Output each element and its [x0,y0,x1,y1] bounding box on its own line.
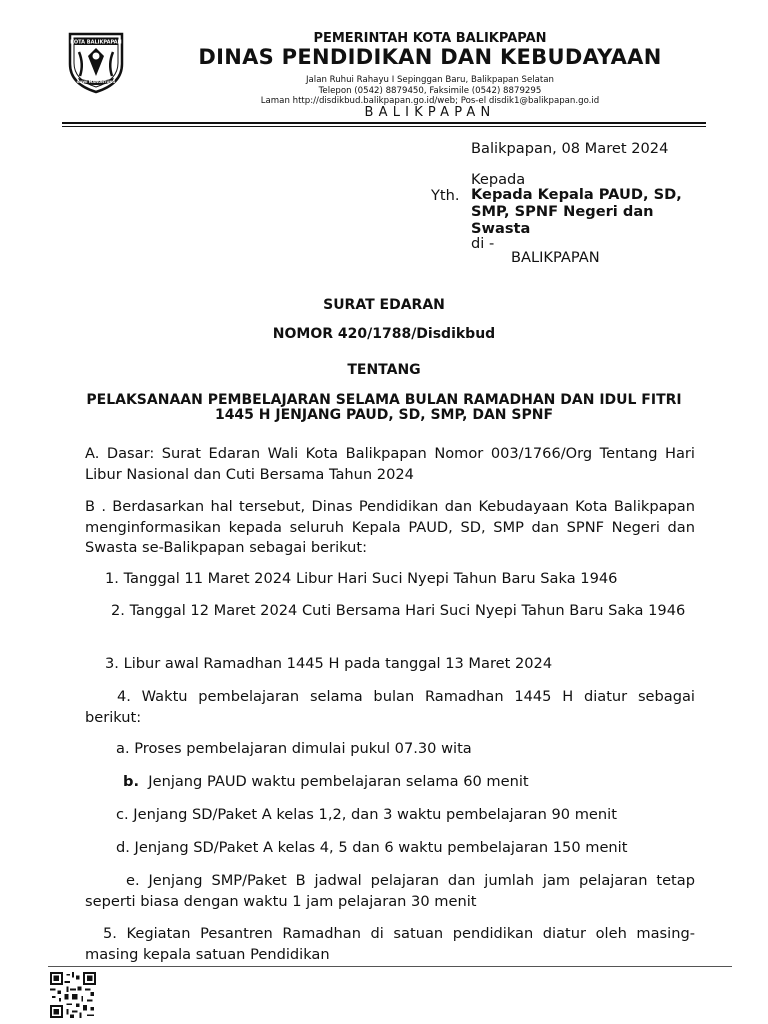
kop-city: BALIKPAPAN [364,105,496,120]
sub-item-b [85,772,695,793]
list-item-5: 5. Kegiatan Pesantren Ramadhan di satuan pendidikan diatur oleh masing-masing kepala satuan Pendidikan [85,925,695,963]
document-about: TENTANG [347,362,421,378]
document-number: NOMOR 420/1788/Disdikbud [272,326,496,342]
kop-address-line: Jalan Ruhui Rahayu I Sepinggan Baru, Balikpapan Selatan [306,75,554,85]
kop-government-name: PEMERINTAH KOTA BALIKPAPAN [313,31,547,46]
document-subject-line2: 1445 H JENJANG PAUD, SD, SMP, DAN SPNF [214,407,554,423]
sub-item-c: c. Jenjang SD/Paket A kelas 1,2, dan 3 waktu pembelajaran 90 menit [116,806,617,823]
sub-item-b-text: Jenjang PAUD waktu pembelajaran selama 60 menit [148,773,529,790]
yth-label: Yth. [431,187,460,204]
sub-item-b-label: b. [123,773,139,790]
logo-text-top: KOTA BALIKPAPAN [70,39,122,46]
list-item-4: 4. Waktu pembelajaran selama bulan Ramadhan 1445 H diatur sebagai berikut: [85,688,695,726]
recipient-line: SMP, SPNF Negeri dan [471,203,654,220]
kop-agency-name: DINAS PENDIDIKAN DAN KEBUDAYAAN [198,45,662,69]
list-item-1: 1. Tanggal 11 Maret 2024 Libur Hari Suci Nyepi Tahun Baru Saka 1946 [105,570,618,587]
recipient-line: Swasta [471,220,531,237]
footer-divider [48,966,732,967]
document-subject-line1: PELAKSANAAN PEMBELAJARAN SELAMA BULAN RAMADHAN DAN IDUL FITRI [86,392,682,408]
recipient-name [471,186,682,237]
kop-web-line: Laman http://disdikbud.balikpapan.go.id/web; Pos-el disdik1@balikpapan.go.id [260,96,600,107]
recipient-city: BALIKPAPAN [511,249,600,266]
list-item-3: 3. Libur awal Ramadhan 1445 H pada tanggal 13 Maret 2024 [105,655,553,672]
kop-divider-thin [62,126,706,127]
qr-code-icon [50,972,96,1018]
sub-item-a: a. Proses pembelajaran dimulai pukul 07.30 wita [116,740,472,757]
logo-text-bottom: GAWI MANUNTUNG [76,80,116,84]
sub-item-e: e. Jenjang SMP/Paket B jadwal pelajaran dan jumlah jam pelajaran tetap seperti biasa dengan waktu 1 jam pelajaran 30 menit [85,872,695,910]
recipient-di: di - [471,235,495,252]
paragraph-a-dasar: A. Dasar: Surat Edaran Wali Kota Balikpapan Nomor 003/1766/Org Tentang Hari Libur Nasional dan Cuti Bersama Tahun 2024 [85,445,695,483]
kop-phone-line: Telepon (0542) 8879450, Faksimile (0542) 8879295 [318,85,542,96]
document-kind: SURAT EDARAN [323,297,445,313]
recipient-heading: Kepada [471,171,526,188]
sub-item-d: d. Jenjang SD/Paket A kelas 4, 5 dan 6 waktu pembelajaran 150 menit [116,839,628,856]
letter-date: Balikpapan, 08 Maret 2024 [471,140,669,157]
recipient-line: Kepada Kepala PAUD, SD, [471,186,682,203]
paragraph-b: B . Berdasarkan hal tersebut, Dinas Pendidikan dan Kebudayaan Kota Balikpapan menginformasikan kepada seluruh Kepala PAUD, SD, SMP dan SPNF Negeri dan Swasta se-Balikpapan sebagai berikut: [85,498,695,556]
list-item-2: 2. Tanggal 12 Maret 2024 Cuti Bersama Hari Suci Nyepi Tahun Baru Saka 1946 [111,602,686,619]
kop-divider-thick [62,122,706,124]
